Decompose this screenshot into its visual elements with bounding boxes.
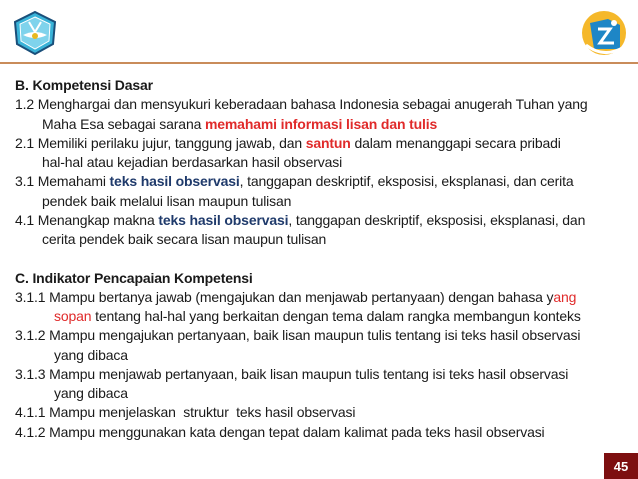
text: , tanggapan deskriptif, eksposisi, eksplanasi, dan xyxy=(288,211,586,228)
ipk-3-1-1 xyxy=(15,288,630,307)
text: 3.1 Memahami xyxy=(15,173,110,190)
page-number: 45 xyxy=(604,453,638,479)
text: tentang hal-hal yang berkaitan dengan tema dalam rangka membangun konteks xyxy=(91,308,581,324)
highlight-red: ang xyxy=(553,288,577,305)
text: Maha Esa sebagai sarana xyxy=(42,115,205,132)
highlight-red: memahami informasi lisan dan tulis xyxy=(204,115,438,132)
section-b-title: B. Kompetensi Dasar xyxy=(15,77,153,93)
ipk-3-1-2-cont: yang dibaca xyxy=(54,346,128,363)
ipk-3-1-3: 3.1.3 Mampu menjawab pertanyaan, baik lisan maupun tulis tentang isi teks hasil observasi xyxy=(15,365,569,382)
kd-4-1 xyxy=(15,211,630,230)
text: 2.1 Memiliki perilaku jujur, tanggung jawab, dan xyxy=(15,134,306,151)
slide-content xyxy=(15,76,630,442)
header-divider xyxy=(0,62,638,64)
highlight-navy: teks hasil observasi xyxy=(158,211,289,228)
ipk-3-1-1-cont xyxy=(15,307,630,326)
text: , tanggapan deskriptif, eksposisi, eksplanasi, dan cerita xyxy=(239,173,574,190)
kd-2-1 xyxy=(15,134,630,153)
kd-2-1-cont: hal-hal atau kejadian berdasarkan hasil observasi xyxy=(42,154,343,170)
ipk-3-1-3-cont: yang dibaca xyxy=(54,385,128,401)
text: dalam menanggapi secara pribadi xyxy=(350,134,561,151)
ipk-4-1-2: 4.1.2 Mampu menggunakan kata dengan tepat dalam kalimat pada teks hasil observasi xyxy=(15,423,545,440)
highlight-red: sopan xyxy=(54,308,92,324)
kemdikbud-emblem-icon xyxy=(11,10,59,56)
kurikulum-2013-logo-icon xyxy=(580,9,628,59)
ipk-3-1-2: 3.1.2 Mampu mengajukan pertanyaan, baik lisan maupun tulis tentang isi teks hasil observasi xyxy=(15,327,581,344)
text: 3.1.1 Mampu bertanya jawab (mengajukan dan menjawab pertanyaan) dengan bahasa y xyxy=(15,288,554,305)
ipk-4-1-1: 4.1.1 Mampu menjelaskan struktur teks hasil observasi xyxy=(15,404,356,421)
kd-3-1 xyxy=(15,172,630,191)
section-c-title: C. Indikator Pencapaian Kompetensi xyxy=(15,269,253,286)
kd-1-2-cont xyxy=(15,115,630,134)
kd-1-2: 1.2 Menghargai dan mensyukuri keberadaan bahasa Indonesia sebagai anugerah Tuhan yang xyxy=(15,96,588,113)
kd-3-1-cont: pendek baik melalui lisan maupun tulisan xyxy=(42,192,292,209)
highlight-navy: teks hasil observasi xyxy=(109,173,240,190)
text: 4.1 Menangkap makna xyxy=(15,211,159,228)
highlight-red: santun xyxy=(305,134,351,151)
kd-4-1-cont: cerita pendek baik secara lisan maupun tulisan xyxy=(42,231,327,247)
